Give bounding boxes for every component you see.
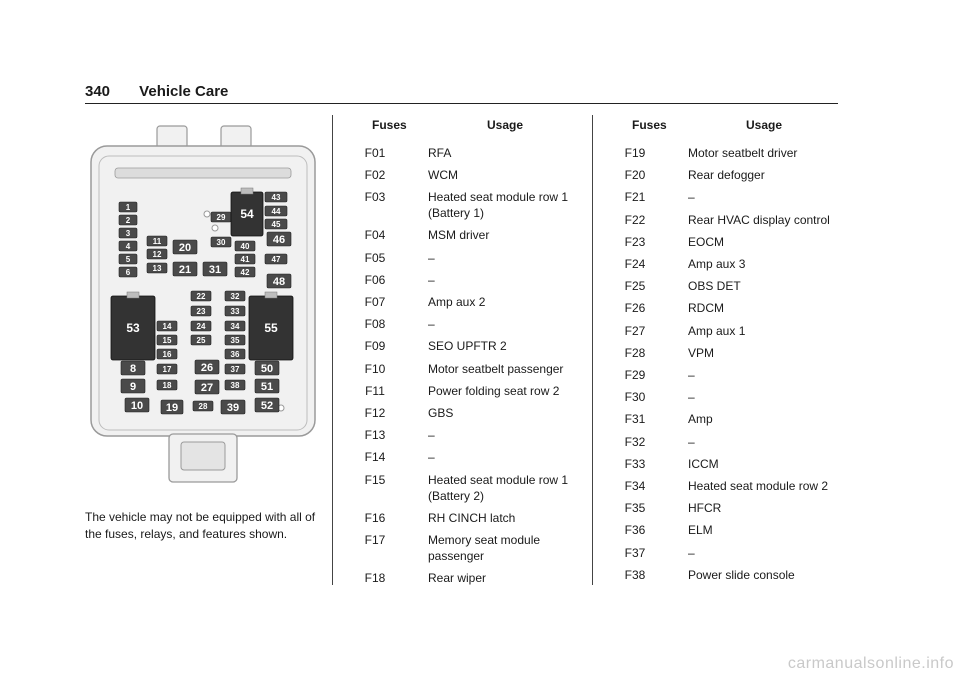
relay-tab — [241, 188, 253, 194]
fuse-usage-line: – — [428, 250, 435, 265]
fuse-id: F07 — [364, 295, 386, 309]
fuse-label: 52 — [260, 399, 274, 412]
fuse-id: F08 — [364, 317, 386, 332]
fuse-label: 32 — [230, 291, 240, 301]
fuse-usage-line: Amp aux 1 — [688, 323, 746, 338]
fuse-usage — [428, 361, 578, 377]
fuse-label: 30 — [216, 237, 226, 247]
fuse-id: F03 — [364, 190, 386, 205]
fuse-id: F16 — [364, 510, 386, 525]
fuse-id: F06 — [364, 272, 386, 287]
equipment-note: The vehicle may not be equipped with all of the fuses, relays, and features shown. — [85, 510, 316, 541]
fuse-label: 23 — [196, 306, 206, 316]
fuse-id: F04 — [364, 228, 386, 243]
fuse-label: 3 — [125, 228, 131, 238]
fuse-label: 11 — [152, 236, 162, 246]
fuse-usage — [688, 234, 838, 250]
fuse-id: F38 — [624, 567, 646, 582]
fuse-block-diagram — [85, 116, 321, 494]
fuse-usage — [428, 449, 578, 465]
relay-label: 53 — [126, 321, 140, 335]
fuse-id: F02 — [364, 168, 386, 183]
fuse-usage — [688, 300, 838, 316]
fuse-usage-line: – — [688, 390, 695, 405]
fuse-usage-line: – — [428, 450, 435, 465]
fuse-usage — [688, 367, 838, 383]
fuse-usage-line: – — [428, 317, 435, 332]
fuse-usage-line: EOCM — [688, 234, 724, 249]
relay-tab — [127, 292, 139, 298]
fuse-id: F36 — [624, 523, 646, 538]
fuse-id: F35 — [624, 501, 646, 516]
fuse-usage — [428, 383, 578, 399]
fuse-label: 41 — [240, 254, 250, 264]
fuse-label: 36 — [230, 349, 240, 359]
fuse-usage — [688, 456, 838, 472]
fuse-usage-line: (Battery 2) — [428, 488, 485, 503]
fuse-usage-line: Rear defogger — [688, 168, 765, 183]
fuse-usage-line: Heated seat module row 1 — [428, 190, 569, 205]
fuse-usage — [428, 427, 578, 443]
fuse-usage-line: Amp aux 3 — [688, 257, 746, 271]
fuse-usage — [428, 294, 578, 310]
fuse-id: F28 — [624, 345, 646, 360]
fuse-label: 5 — [125, 254, 131, 264]
fuse-usage — [688, 256, 838, 272]
fuse-usage — [688, 167, 838, 183]
fuse-label: 14 — [162, 321, 172, 331]
fuse-id: F25 — [624, 279, 646, 294]
fuse-label: 42 — [240, 267, 250, 277]
fuse-usage — [428, 405, 578, 421]
fuse-usage-line: VPM — [688, 345, 715, 360]
fuse-label: 15 — [162, 335, 172, 345]
fuse-label: 47 — [271, 254, 281, 264]
fuse-usage-line: (Battery 1) — [428, 206, 485, 221]
fuse-id: F32 — [624, 434, 646, 449]
page-header — [85, 83, 228, 100]
relay-label: 55 — [264, 321, 278, 335]
fuse-label: 6 — [125, 267, 131, 277]
fuse-usage — [688, 389, 838, 405]
fuse-usage-line: – — [688, 368, 695, 382]
fuse-block-svg — [85, 116, 321, 494]
fuse-id: F19 — [624, 146, 646, 160]
fuse-usage — [428, 316, 578, 332]
bottom-latch-inner — [181, 442, 225, 470]
page-number: 340 — [85, 83, 111, 100]
fuse-label: 9 — [129, 380, 137, 393]
fuse-label: 26 — [200, 361, 214, 374]
fuses-header: Fuses — [372, 118, 407, 132]
fuse-usage — [688, 478, 838, 494]
fuse-label: 37 — [230, 364, 240, 374]
fuse-label: 29 — [216, 212, 226, 222]
fuse-label: 13 — [152, 263, 162, 273]
fuse-label: 20 — [178, 241, 192, 254]
fuse-id: F17 — [364, 532, 386, 547]
fuse-usage — [428, 167, 578, 183]
fuse-usage-line: OBS DET — [688, 279, 741, 294]
fuse-id: F21 — [624, 190, 646, 205]
fuse-label: 19 — [165, 401, 179, 414]
fuse-usage-line: Motor seatbelt driver — [688, 146, 798, 160]
fuse-usage-line: RH CINCH latch — [428, 510, 516, 525]
fuse-usage — [688, 522, 838, 538]
fuse-usage-line: HFCR — [688, 501, 722, 516]
fuse-usage — [688, 278, 838, 294]
fuse-usage — [428, 227, 578, 243]
fuse-label: 43 — [271, 192, 281, 202]
fuse-id: F22 — [624, 212, 646, 227]
fuse-usage-line: Power slide console — [688, 567, 795, 582]
fuse-label: 44 — [271, 206, 281, 216]
fuse-id: F09 — [364, 339, 386, 354]
fuse-usage-line: ELM — [688, 523, 713, 538]
fuse-id: F13 — [364, 428, 386, 443]
fuse-label: 12 — [152, 249, 162, 259]
fuse-usage-line: – — [428, 428, 435, 443]
fuse-usage-line: Heated seat module row 2 — [688, 479, 829, 493]
fuse-label: 4 — [125, 241, 131, 251]
top-rail — [115, 168, 291, 178]
fuse-label: 33 — [230, 306, 240, 316]
fuse-usage-line: Rear wiper — [428, 570, 487, 585]
fuse-label: 28 — [198, 401, 208, 411]
fuse-label: 16 — [162, 349, 172, 359]
fuse-usage-line: Amp aux 2 — [428, 295, 486, 309]
fuse-label: 50 — [260, 362, 274, 375]
fuse-label: 2 — [125, 215, 131, 225]
fuses-header: Fuses — [632, 118, 667, 132]
fuse-usage-line: Amp — [688, 412, 713, 427]
fuse-usage — [688, 545, 838, 561]
fuse-usage-line: – — [428, 272, 435, 287]
fuse-id: F27 — [624, 323, 646, 338]
fuse-usage — [428, 532, 578, 564]
fuse-label: 39 — [226, 401, 240, 414]
fuse-id: F01 — [364, 146, 386, 160]
fuse-usage-line: passenger — [428, 548, 485, 563]
fuse-label: 51 — [260, 380, 274, 393]
fuse-usage-line: Motor seatbelt passenger — [428, 361, 564, 376]
fuse-usage-line: ICCM — [688, 456, 719, 471]
fuse-id: F31 — [624, 412, 646, 427]
mounting-hole — [204, 211, 210, 217]
fuse-usage — [428, 189, 578, 221]
fuse-label: 27 — [200, 381, 214, 394]
fuse-usage — [688, 212, 838, 228]
fuse-label: 38 — [230, 380, 240, 390]
fuse-usage — [428, 272, 578, 288]
fuse-usage — [688, 345, 838, 361]
fuse-id: F30 — [624, 390, 646, 405]
fuse-usage-line: RDCM — [688, 301, 724, 316]
fuse-id: F10 — [364, 361, 386, 376]
mounting-hole — [212, 225, 218, 231]
fuse-label: 24 — [196, 321, 206, 331]
fuse-usage — [428, 472, 578, 504]
fuse-usage-line: Memory seat module — [428, 532, 541, 547]
fuse-usage — [428, 145, 578, 161]
fuse-id: F29 — [624, 368, 646, 382]
fuse-usage — [688, 189, 838, 205]
fuse-id: F20 — [624, 168, 646, 183]
fuse-label: 35 — [230, 335, 240, 345]
fuse-id: F33 — [624, 456, 646, 471]
fuse-usage — [428, 338, 578, 354]
fuse-label: 40 — [240, 241, 250, 251]
fuse-usage — [688, 500, 838, 516]
column-divider-left — [332, 115, 333, 585]
fuse-usage — [428, 510, 578, 526]
fuse-id: F05 — [364, 250, 386, 265]
fuse-label: 25 — [196, 335, 206, 345]
fuse-usage-line: Heated seat module row 1 — [428, 472, 569, 487]
fuse-usage — [688, 145, 838, 161]
fuse-usage-line: – — [688, 434, 695, 449]
fuse-label: 45 — [271, 219, 281, 229]
fuse-id: F37 — [624, 545, 646, 560]
fuse-usage — [688, 323, 838, 339]
fuse-label: 21 — [178, 263, 192, 276]
column-divider-right — [592, 115, 593, 585]
fuse-id: F34 — [624, 479, 646, 493]
fuse-table-left — [345, 117, 585, 587]
fuse-usage-line: – — [688, 545, 695, 560]
fuse-usage — [428, 570, 578, 586]
fuse-label: 31 — [208, 263, 222, 276]
usage-header: Usage — [487, 118, 524, 132]
fuse-usage — [428, 250, 578, 266]
fuse-usage-line: MSM driver — [428, 228, 490, 243]
fuse-id: F18 — [364, 570, 386, 585]
fuse-id: F15 — [364, 472, 386, 487]
fuse-usage-line: Power folding seat row 2 — [428, 383, 560, 398]
fuse-label: 1 — [125, 202, 131, 212]
fuse-usage-line: – — [688, 190, 695, 205]
section-title: Vehicle Care — [139, 83, 229, 100]
fuse-label: 46 — [272, 233, 286, 246]
fuse-label: 48 — [272, 275, 286, 288]
fuse-usage-line: SEO UPFTR 2 — [428, 339, 507, 354]
relay-label: 54 — [240, 207, 254, 221]
fuse-table-right — [605, 117, 845, 587]
fuse-id: F14 — [364, 450, 386, 465]
fuse-label: 8 — [129, 362, 137, 375]
fuse-usage-line: WCM — [428, 168, 458, 183]
header-rule — [85, 103, 838, 104]
fuse-usage-line: Rear HVAC display control — [688, 212, 830, 227]
fuse-id: F12 — [364, 406, 386, 420]
relay-tab — [265, 292, 277, 298]
fuse-usage-line: GBS — [428, 406, 454, 420]
fuse-usage — [688, 567, 838, 583]
watermark: carmanualsonline.info — [787, 655, 954, 672]
fuse-label: 18 — [162, 380, 172, 390]
fuse-id: F26 — [624, 301, 646, 316]
fuse-label: 10 — [130, 399, 144, 412]
fuse-usage-line: RFA — [428, 146, 452, 160]
fuse-label: 34 — [230, 321, 240, 331]
fuse-id: F11 — [365, 383, 385, 398]
usage-header: Usage — [746, 118, 783, 132]
fuse-id: F23 — [624, 234, 646, 249]
fuse-id: F24 — [624, 257, 646, 271]
fuse-usage — [688, 434, 838, 450]
fuse-label: 22 — [196, 291, 206, 301]
fuse-usage — [688, 411, 838, 427]
fuse-label: 17 — [162, 364, 172, 374]
